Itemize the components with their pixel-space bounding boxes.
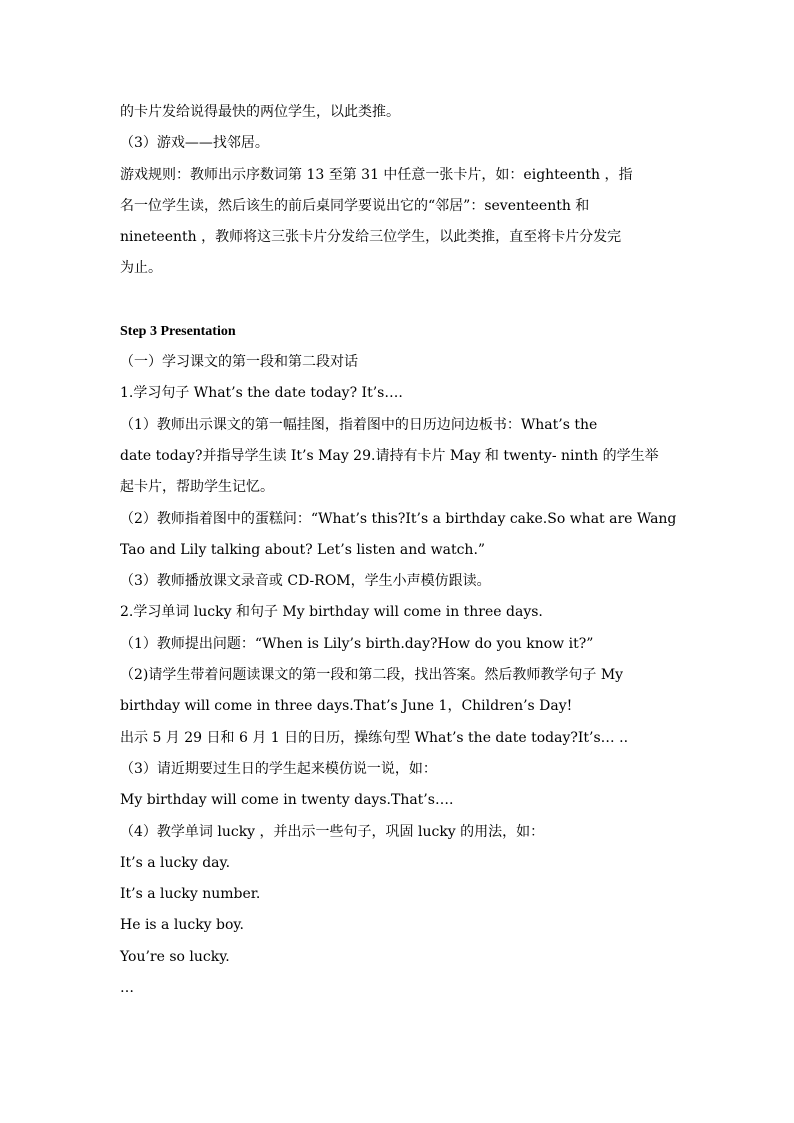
text-line: （2)请学生带着问题读课文的第一段和第二段，找出答案。然后教师教学句子 My: [120, 667, 624, 684]
text-line: nineteenth ，教师将这三张卡片分发给三位学生，以此类推，直至将卡片分发完: [120, 229, 622, 246]
text-line: It’s a lucky day.: [120, 854, 231, 871]
text-line: （2）教师指着图中的蛋糕问：“What’s this?It’s a birthday cake.So what are Wang: [120, 510, 677, 527]
section-heading: Step 3 Presentation: [120, 323, 236, 339]
text-line: （3）游戏——找邻居。: [120, 135, 269, 152]
text-line: 游戏规则：教师出示序数词第 13 至第 31 中任意一张卡片，如：eighteenth ，指: [120, 166, 633, 183]
document-page: [120, 97, 676, 1004]
text-line: 名一位学生读，然后该生的前后桌同学要说出它的“邻居”：seventeenth 和: [120, 197, 590, 214]
text-line: 为止。: [120, 260, 162, 277]
text-line: （1）教师出示课文的第一幅挂图，指着图中的日历边问边板书：What’s the: [120, 416, 598, 433]
text-line: birthday will come in three days.That’s June 1，Children’s Day!: [120, 698, 573, 715]
text-line: He is a lucky boy.: [120, 917, 244, 934]
text-line: It’s a lucky number.: [120, 886, 261, 903]
text-line: 2.学习单词 lucky 和句子 My birthday will come in three days.: [120, 604, 543, 621]
text-line: （4）教学单词 lucky ，并出示一些句子，巩固 lucky 的用法，如：: [120, 823, 545, 840]
text-line: 出示 5 月 29 日和 6 月 1 日的日历，操练句型 What’s the date today?It’s… ..: [120, 729, 629, 746]
text-line: You’re so lucky.: [120, 948, 230, 965]
paragraph-gap: [120, 285, 676, 316]
text-line: Tao and Lily talking about? Let’s listen and watch.”: [120, 541, 486, 558]
text-line: （一）学习课文的第一段和第二段对话: [120, 354, 358, 371]
text-line: 1.学习句子 What’s the date today? It’s….: [120, 385, 403, 402]
text-line: My birthday will come in twenty days.That’s….: [120, 792, 454, 809]
text-line: 的卡片发给说得最快的两位学生，以此类推。: [120, 104, 400, 120]
text-line: （3）教师播放课文录音或 CD-ROM，学生小声模仿跟读。: [120, 573, 491, 590]
text-line: …: [120, 980, 134, 997]
text-line: （3）请近期要过生日的学生起来模仿说一说，如：: [120, 760, 437, 777]
text-line: （1）教师提出问题：“When is Lily’s birth.day?How do you know it?”: [120, 635, 594, 652]
text-line: 起卡片，帮助学生记忆。: [120, 479, 274, 496]
text-line: date today?并指导学生读 It’s May 29.请持有卡片 May 和 twenty- ninth 的学生举: [120, 447, 659, 464]
